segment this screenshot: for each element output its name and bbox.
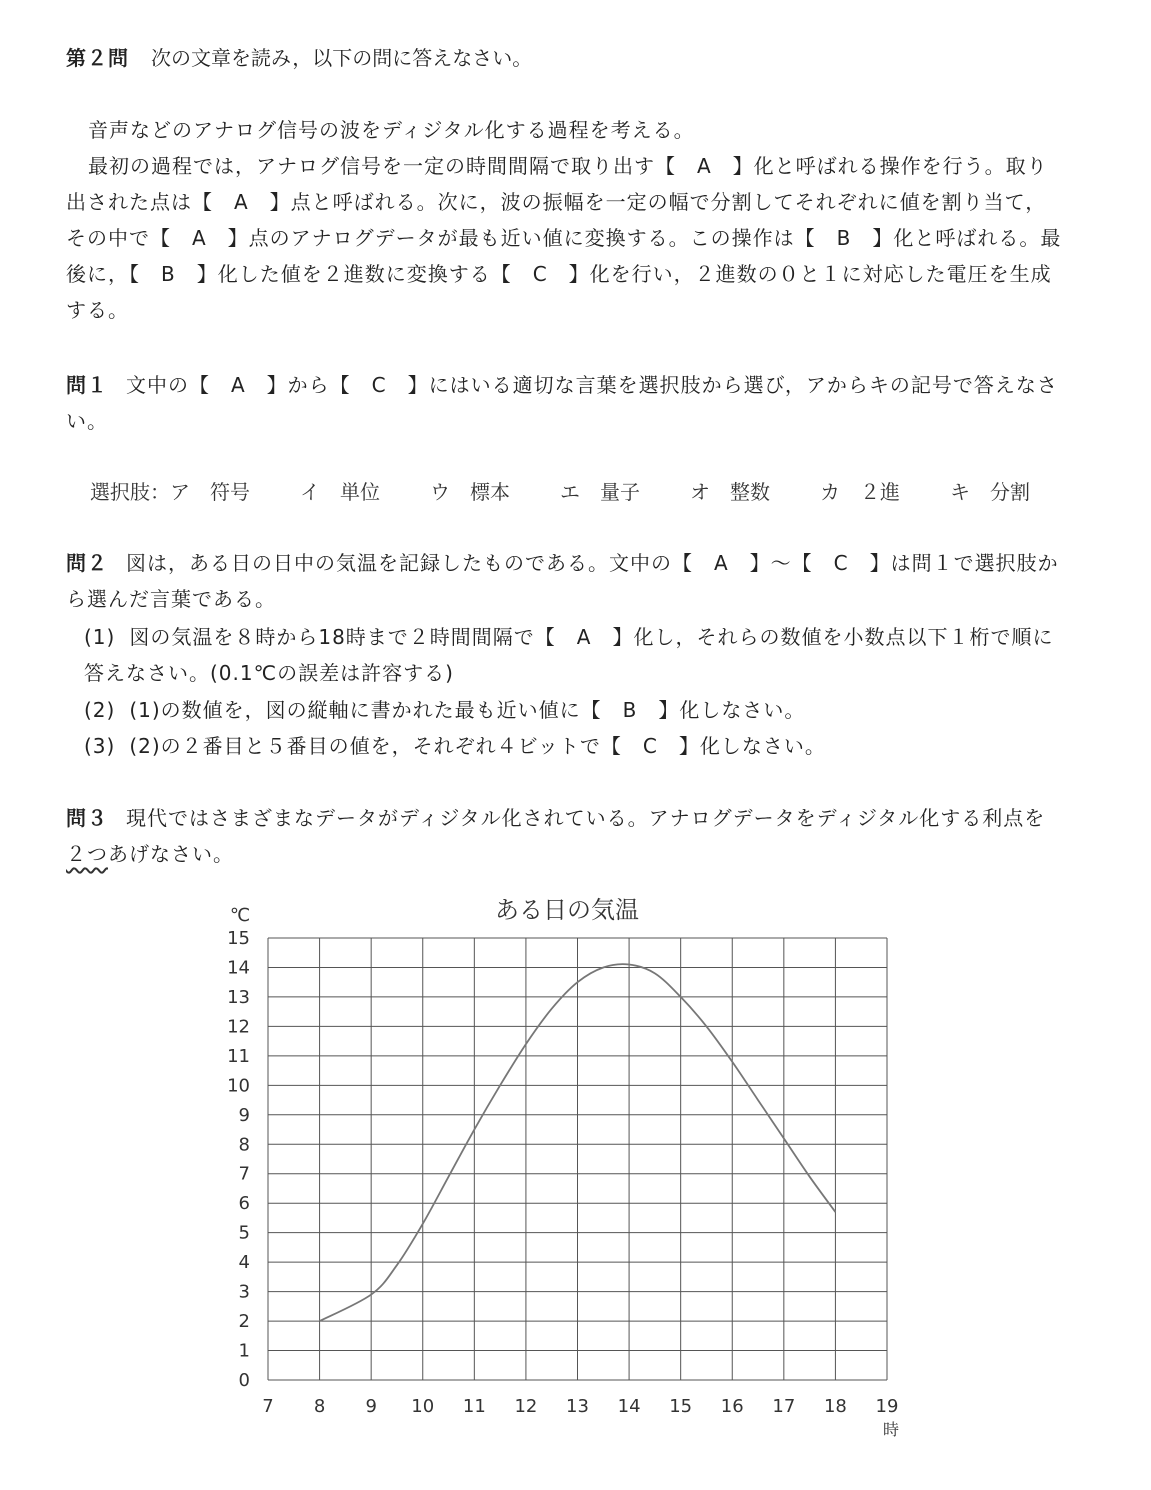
sub-2-number: (2) — [84, 698, 116, 722]
x-tick-label: 14 — [617, 1396, 641, 1417]
temperature-chart — [0, 880, 1151, 1450]
question-1 — [66, 367, 1066, 439]
question-1-number: 問１ — [66, 373, 108, 397]
x-tick-label: 12 — [514, 1396, 538, 1417]
y-tick-label: 14 — [227, 957, 250, 979]
x-tick-label: 18 — [823, 1396, 847, 1417]
y-tick-label: 10 — [227, 1075, 250, 1097]
choice-item: キ 分割 — [950, 480, 1030, 504]
y-axis-label: ℃ — [229, 905, 251, 926]
question-3-underlined: ２つ — [66, 842, 108, 866]
choice-item: ア 符号 — [170, 480, 250, 504]
x-tick-label: 9 — [365, 1396, 377, 1417]
y-tick-label: 5 — [238, 1222, 250, 1244]
choice-item: ウ 標本 — [430, 480, 510, 504]
passage — [66, 112, 1066, 328]
choices-list — [90, 476, 1030, 505]
chart-title: ある日の気温 — [495, 896, 639, 924]
question-3-text-end: あげなさい。 — [108, 842, 234, 866]
x-tick-label: 10 — [411, 1396, 435, 1417]
y-tick-label: 4 — [238, 1252, 250, 1274]
x-tick-label: 7 — [262, 1396, 274, 1417]
question-3-number: 問３ — [66, 806, 108, 830]
y-tick-label: 8 — [238, 1134, 250, 1156]
x-tick-label: 11 — [462, 1396, 486, 1417]
sub-2-text: (1)の数値を，図の縦軸に書かれた最も近い値に【 B 】化しなさい。 — [129, 698, 806, 722]
y-tick-label: 11 — [227, 1045, 250, 1067]
y-tick-label: 0 — [238, 1370, 250, 1391]
y-tick-label: 3 — [238, 1281, 250, 1303]
x-tick-label: 17 — [772, 1396, 796, 1417]
question-1-text: 文中の【 A 】から【 C 】にはいる適切な言葉を選択肢から選び，アからキの記号で答えなさい。 — [66, 373, 1058, 433]
question-number: 第２問 — [66, 46, 129, 70]
y-tick-label: 1 — [238, 1340, 250, 1362]
choice-item: エ 量子 — [560, 480, 640, 504]
question-3-text: 現代ではさまざまなデータがディジタル化されている。アナログデータをディジタル化する利点を — [126, 806, 1046, 830]
y-tick-label: 15 — [227, 928, 250, 949]
y-tick-label: 2 — [238, 1311, 250, 1333]
sub-1-text: 図の気温を８時から18時まで２時間間隔で【 A 】化し，それらの数値を小数点以下１桁で順に答えなさい。(0.1℃の誤差は許容する) — [84, 625, 1054, 685]
y-tick-label: 6 — [238, 1193, 250, 1215]
choices-label: 選択肢： — [90, 480, 170, 504]
question-instruction: 次の文章を読み，以下の問に答えなさい。 — [151, 46, 533, 70]
question-2-sub-3 — [84, 728, 1074, 764]
choice-item: カ ２進 — [820, 480, 900, 504]
choice-item: イ 単位 — [300, 480, 380, 504]
sub-1-number: (1) — [84, 625, 116, 649]
y-tick-label: 9 — [238, 1104, 250, 1126]
x-tick-label: 8 — [313, 1396, 326, 1417]
chart-grid — [268, 938, 887, 1380]
question-header — [66, 42, 532, 71]
x-tick-label: 16 — [720, 1396, 744, 1417]
question-2-sub-2 — [84, 692, 1074, 728]
y-tick-label: 7 — [238, 1163, 250, 1185]
x-tick-label: 13 — [566, 1396, 589, 1417]
x-tick-label: 19 — [875, 1396, 899, 1417]
sub-3-text: (2)の２番目と５番目の値を，それぞれ４ビットで【 C 】化しなさい。 — [129, 734, 826, 758]
x-tick-label: 15 — [669, 1396, 693, 1417]
question-2-number: 問２ — [66, 551, 108, 575]
x-axis-label: 時 — [882, 1420, 900, 1439]
passage-paragraph-2: 最初の過程では，アナログ信号を一定の時間間隔で取り出す【 A 】化と呼ばれる操作を行う。取り出された点は【 A 】点と呼ばれる。次に，波の振幅を一定の幅で分割してそれぞれに値を割り当て，その中で【 A 】点のアナログデータが最も近い値に変換する。この操作は【 B 】化と呼ばれる。最後に，【 B 】化した値を２進数に変換する【 C 】化を行い，２進数の０と１に対応した電圧を生成する。 — [66, 154, 1062, 322]
y-tick-label: 12 — [227, 1016, 250, 1038]
chart-ticks — [227, 928, 898, 1417]
question-2 — [66, 545, 1066, 617]
question-2-text: 図は，ある日の日中の気温を記録したものである。文中の【 A 】～【 C 】は問１で選択肢から選んだ言葉である。 — [66, 551, 1059, 611]
choice-item: オ 整数 — [690, 480, 770, 504]
y-tick-label: 13 — [227, 986, 250, 1008]
sub-3-number: (3) — [84, 734, 116, 758]
question-3 — [66, 800, 1066, 872]
question-2-sub-1 — [84, 619, 1074, 691]
passage-paragraph-1: 音声などのアナログ信号の波をディジタル化する過程を考える。 — [88, 118, 695, 142]
